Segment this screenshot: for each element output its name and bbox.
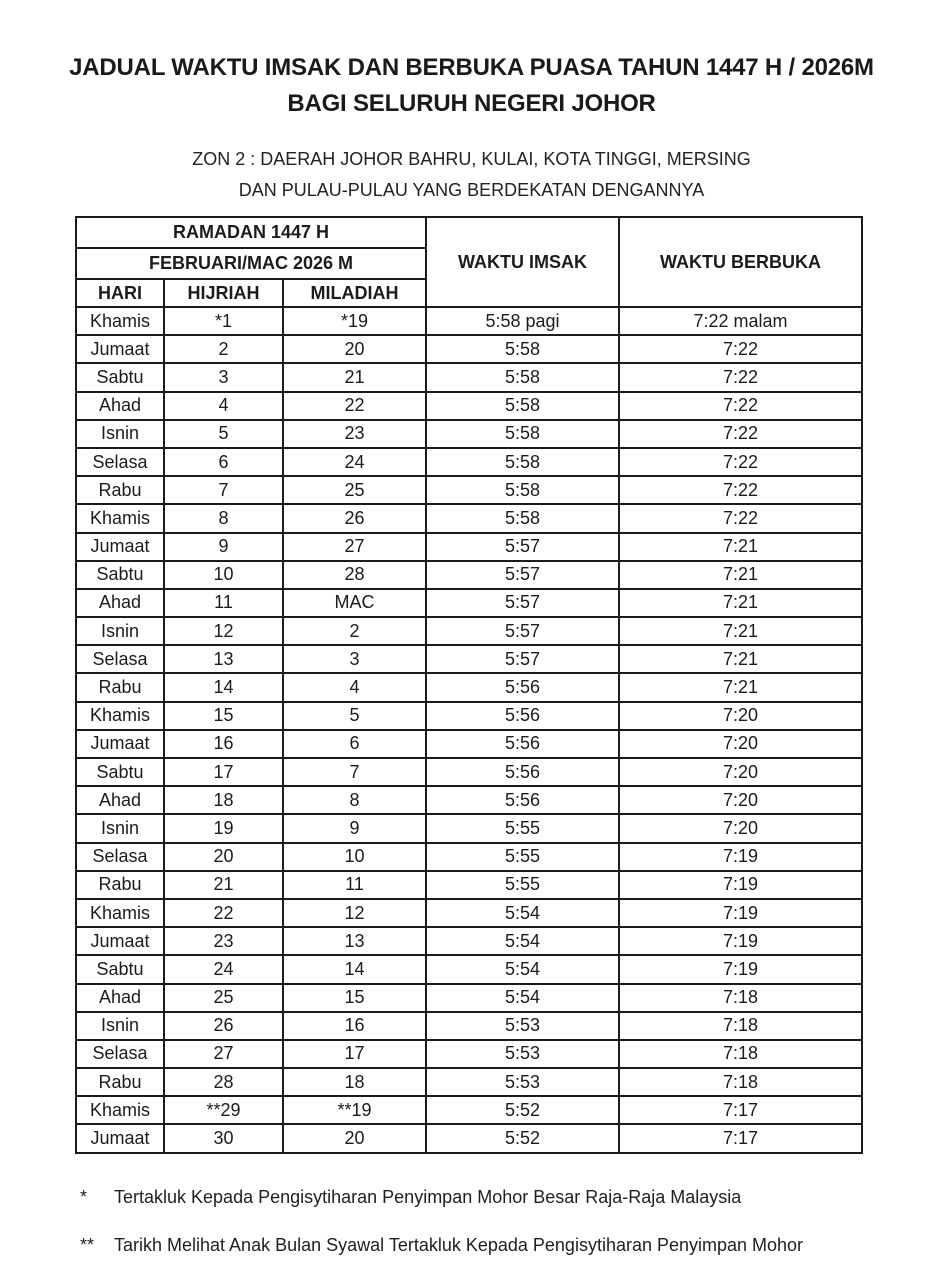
table-row [76, 392, 862, 420]
footnote-1 [80, 1187, 943, 1208]
header-waktu-imsak: WAKTU IMSAK [426, 217, 619, 307]
cell-waktu-berbuka: 7:22 malam [619, 307, 862, 335]
cell-waktu-berbuka: 7:20 [619, 758, 862, 786]
cell-hari: Rabu [76, 673, 164, 701]
cell-miladiah: 8 [283, 786, 426, 814]
cell-waktu-imsak: 5:53 [426, 1012, 619, 1040]
cell-miladiah: **19 [283, 1096, 426, 1124]
cell-hijriah: 23 [164, 927, 283, 955]
table-row [76, 702, 862, 730]
cell-miladiah: 25 [283, 476, 426, 504]
cell-miladiah: 17 [283, 1040, 426, 1068]
cell-waktu-berbuka: 7:20 [619, 730, 862, 758]
cell-hijriah: 14 [164, 673, 283, 701]
cell-miladiah: 28 [283, 561, 426, 589]
cell-hijriah: 28 [164, 1068, 283, 1096]
cell-hari: Sabtu [76, 561, 164, 589]
cell-waktu-imsak: 5:56 [426, 786, 619, 814]
cell-hijriah: **29 [164, 1096, 283, 1124]
table-row [76, 476, 862, 504]
table-row [76, 673, 862, 701]
cell-hijriah: 18 [164, 786, 283, 814]
cell-miladiah: 22 [283, 392, 426, 420]
cell-miladiah: 6 [283, 730, 426, 758]
header-hijriah: HIJRIAH [164, 279, 283, 307]
cell-waktu-berbuka: 7:20 [619, 786, 862, 814]
cell-miladiah: 14 [283, 955, 426, 983]
title-line-1: JADUAL WAKTU IMSAK DAN BERBUKA PUASA TAHUN 1447 H / 2026M [69, 54, 874, 81]
cell-waktu-berbuka: 7:18 [619, 1012, 862, 1040]
table-row [76, 786, 862, 814]
cell-hari: Isnin [76, 814, 164, 842]
cell-waktu-berbuka: 7:18 [619, 1068, 862, 1096]
footnote-2-marker: ** [80, 1234, 95, 1255]
cell-hijriah: 17 [164, 758, 283, 786]
table-row [76, 843, 862, 871]
cell-miladiah: 2 [283, 617, 426, 645]
cell-hari: Ahad [76, 984, 164, 1012]
table-row [76, 814, 862, 842]
cell-waktu-berbuka: 7:22 [619, 476, 862, 504]
cell-miladiah: 18 [283, 1068, 426, 1096]
cell-hijriah: *1 [164, 307, 283, 335]
footnote-1-text: Tertakluk Kepada Pengisytiharan Penyimpan Mohor Besar Raja-Raja Malaysia [114, 1186, 742, 1207]
cell-hari: Khamis [76, 307, 164, 335]
document-title [0, 0, 943, 122]
cell-waktu-berbuka: 7:21 [619, 589, 862, 617]
footnote-2 [80, 1235, 943, 1256]
cell-waktu-berbuka: 7:22 [619, 335, 862, 363]
table-row [76, 335, 862, 363]
cell-waktu-imsak: 5:55 [426, 814, 619, 842]
header-hari: HARI [76, 279, 164, 307]
cell-miladiah: 11 [283, 871, 426, 899]
cell-waktu-berbuka: 7:22 [619, 392, 862, 420]
table-row [76, 504, 862, 532]
cell-hijriah: 7 [164, 476, 283, 504]
cell-hari: Isnin [76, 420, 164, 448]
cell-waktu-imsak: 5:54 [426, 984, 619, 1012]
table-row [76, 561, 862, 589]
table-row [76, 730, 862, 758]
cell-miladiah: 20 [283, 335, 426, 363]
cell-waktu-berbuka: 7:21 [619, 645, 862, 673]
cell-waktu-berbuka: 7:18 [619, 984, 862, 1012]
cell-waktu-berbuka: 7:21 [619, 617, 862, 645]
cell-waktu-berbuka: 7:22 [619, 504, 862, 532]
table-row [76, 758, 862, 786]
cell-hijriah: 27 [164, 1040, 283, 1068]
table-row [76, 533, 862, 561]
cell-hijriah: 20 [164, 843, 283, 871]
cell-hari: Jumaat [76, 533, 164, 561]
cell-waktu-imsak: 5:53 [426, 1068, 619, 1096]
cell-hijriah: 19 [164, 814, 283, 842]
table-row [76, 363, 862, 391]
cell-waktu-berbuka: 7:22 [619, 420, 862, 448]
cell-waktu-berbuka: 7:17 [619, 1124, 862, 1152]
cell-waktu-berbuka: 7:19 [619, 871, 862, 899]
table-row [76, 448, 862, 476]
cell-miladiah: 26 [283, 504, 426, 532]
footnote-2-text: Tarikh Melihat Anak Bulan Syawal Tertakluk Kepada Pengisytiharan Penyimpan Mohor [114, 1234, 804, 1255]
cell-hari: Khamis [76, 504, 164, 532]
cell-waktu-imsak: 5:57 [426, 561, 619, 589]
cell-waktu-imsak: 5:58 [426, 363, 619, 391]
cell-waktu-imsak: 5:52 [426, 1096, 619, 1124]
cell-hijriah: 10 [164, 561, 283, 589]
cell-waktu-berbuka: 7:18 [619, 1040, 862, 1068]
table-row [76, 1096, 862, 1124]
cell-hijriah: 12 [164, 617, 283, 645]
cell-waktu-berbuka: 7:22 [619, 363, 862, 391]
table-row [76, 871, 862, 899]
zone-subtitle [0, 144, 943, 206]
cell-miladiah: 4 [283, 673, 426, 701]
cell-miladiah: 20 [283, 1124, 426, 1152]
zone-line-2: DAN PULAU-PULAU YANG BERDEKATAN DENGANNYA [238, 180, 705, 200]
cell-waktu-imsak: 5:57 [426, 645, 619, 673]
cell-miladiah: 5 [283, 702, 426, 730]
cell-waktu-imsak: 5:55 [426, 843, 619, 871]
cell-waktu-imsak: 5:58 [426, 420, 619, 448]
cell-hijriah: 26 [164, 1012, 283, 1040]
cell-miladiah: 21 [283, 363, 426, 391]
cell-waktu-berbuka: 7:21 [619, 561, 862, 589]
cell-miladiah: 15 [283, 984, 426, 1012]
cell-hijriah: 22 [164, 899, 283, 927]
table-row [76, 645, 862, 673]
cell-hijriah: 8 [164, 504, 283, 532]
table-row [76, 927, 862, 955]
table-row [76, 899, 862, 927]
cell-miladiah: 7 [283, 758, 426, 786]
cell-miladiah: 10 [283, 843, 426, 871]
cell-waktu-imsak: 5:56 [426, 758, 619, 786]
header-row-ramadan [76, 217, 862, 248]
cell-hijriah: 24 [164, 955, 283, 983]
cell-waktu-imsak: 5:55 [426, 871, 619, 899]
cell-waktu-berbuka: 7:19 [619, 955, 862, 983]
cell-waktu-imsak: 5:58 [426, 335, 619, 363]
cell-hijriah: 11 [164, 589, 283, 617]
table-row [76, 420, 862, 448]
cell-hari: Khamis [76, 1096, 164, 1124]
cell-waktu-imsak: 5:58 [426, 504, 619, 532]
table-row [76, 307, 862, 335]
table-row [76, 1124, 862, 1152]
cell-miladiah: 16 [283, 1012, 426, 1040]
cell-hijriah: 21 [164, 871, 283, 899]
cell-waktu-imsak: 5:58 [426, 476, 619, 504]
cell-hijriah: 25 [164, 984, 283, 1012]
cell-hari: Jumaat [76, 1124, 164, 1152]
cell-hari: Jumaat [76, 335, 164, 363]
cell-waktu-imsak: 5:56 [426, 730, 619, 758]
cell-miladiah: MAC [283, 589, 426, 617]
title-line-2: BAGI SELURUH NEGERI JOHOR [287, 90, 656, 117]
cell-waktu-berbuka: 7:21 [619, 533, 862, 561]
cell-miladiah: 12 [283, 899, 426, 927]
cell-waktu-imsak: 5:57 [426, 533, 619, 561]
cell-hari: Ahad [76, 392, 164, 420]
cell-waktu-imsak: 5:54 [426, 955, 619, 983]
cell-hari: Selasa [76, 448, 164, 476]
cell-waktu-berbuka: 7:19 [619, 899, 862, 927]
cell-hari: Sabtu [76, 758, 164, 786]
header-februari-mac-label: FEBRUARI/MAC 2026 M [76, 248, 426, 279]
table-row [76, 1068, 862, 1096]
cell-miladiah: 23 [283, 420, 426, 448]
cell-waktu-berbuka: 7:20 [619, 702, 862, 730]
cell-hari: Khamis [76, 702, 164, 730]
header-miladiah: MILADIAH [283, 279, 426, 307]
cell-hari: Selasa [76, 1040, 164, 1068]
cell-hari: Ahad [76, 786, 164, 814]
cell-hari: Selasa [76, 645, 164, 673]
cell-waktu-imsak: 5:58 [426, 392, 619, 420]
cell-hijriah: 4 [164, 392, 283, 420]
cell-waktu-imsak: 5:56 [426, 673, 619, 701]
cell-waktu-imsak: 5:57 [426, 617, 619, 645]
cell-hijriah: 15 [164, 702, 283, 730]
table-row [76, 1040, 862, 1068]
cell-miladiah: 24 [283, 448, 426, 476]
cell-hari: Isnin [76, 617, 164, 645]
cell-hari: Isnin [76, 1012, 164, 1040]
table-row [76, 1012, 862, 1040]
cell-hari: Ahad [76, 589, 164, 617]
cell-hari: Rabu [76, 476, 164, 504]
cell-hijriah: 3 [164, 363, 283, 391]
cell-waktu-imsak: 5:54 [426, 927, 619, 955]
cell-waktu-imsak: 5:58 pagi [426, 307, 619, 335]
cell-waktu-imsak: 5:56 [426, 702, 619, 730]
cell-hijriah: 6 [164, 448, 283, 476]
cell-hijriah: 2 [164, 335, 283, 363]
cell-hari: Jumaat [76, 927, 164, 955]
cell-miladiah: 9 [283, 814, 426, 842]
cell-hari: Jumaat [76, 730, 164, 758]
footnotes-section [80, 1187, 943, 1256]
table-row [76, 955, 862, 983]
table-row [76, 589, 862, 617]
cell-waktu-imsak: 5:53 [426, 1040, 619, 1068]
table-row [76, 617, 862, 645]
cell-waktu-berbuka: 7:19 [619, 843, 862, 871]
cell-waktu-berbuka: 7:19 [619, 927, 862, 955]
cell-hijriah: 5 [164, 420, 283, 448]
cell-hijriah: 30 [164, 1124, 283, 1152]
prayer-times-table [75, 216, 863, 1154]
cell-hijriah: 9 [164, 533, 283, 561]
cell-miladiah: 3 [283, 645, 426, 673]
cell-waktu-imsak: 5:58 [426, 448, 619, 476]
header-waktu-berbuka: WAKTU BERBUKA [619, 217, 862, 307]
cell-waktu-berbuka: 7:21 [619, 673, 862, 701]
cell-hari: Sabtu [76, 955, 164, 983]
cell-hari: Selasa [76, 843, 164, 871]
footnote-1-marker: * [80, 1186, 88, 1207]
cell-miladiah: 27 [283, 533, 426, 561]
cell-hari: Sabtu [76, 363, 164, 391]
cell-hari: Rabu [76, 1068, 164, 1096]
cell-hijriah: 13 [164, 645, 283, 673]
cell-waktu-berbuka: 7:22 [619, 448, 862, 476]
cell-waktu-imsak: 5:57 [426, 589, 619, 617]
cell-waktu-imsak: 5:52 [426, 1124, 619, 1152]
cell-miladiah: 13 [283, 927, 426, 955]
table-row [76, 984, 862, 1012]
cell-hijriah: 16 [164, 730, 283, 758]
cell-miladiah: *19 [283, 307, 426, 335]
cell-waktu-berbuka: 7:17 [619, 1096, 862, 1124]
cell-waktu-berbuka: 7:20 [619, 814, 862, 842]
cell-waktu-imsak: 5:54 [426, 899, 619, 927]
header-ramadan-label: RAMADAN 1447 H [76, 217, 426, 248]
cell-hari: Khamis [76, 899, 164, 927]
cell-hari: Rabu [76, 871, 164, 899]
zone-line-1: ZON 2 : DAERAH JOHOR BAHRU, KULAI, KOTA TINGGI, MERSING [192, 149, 751, 169]
